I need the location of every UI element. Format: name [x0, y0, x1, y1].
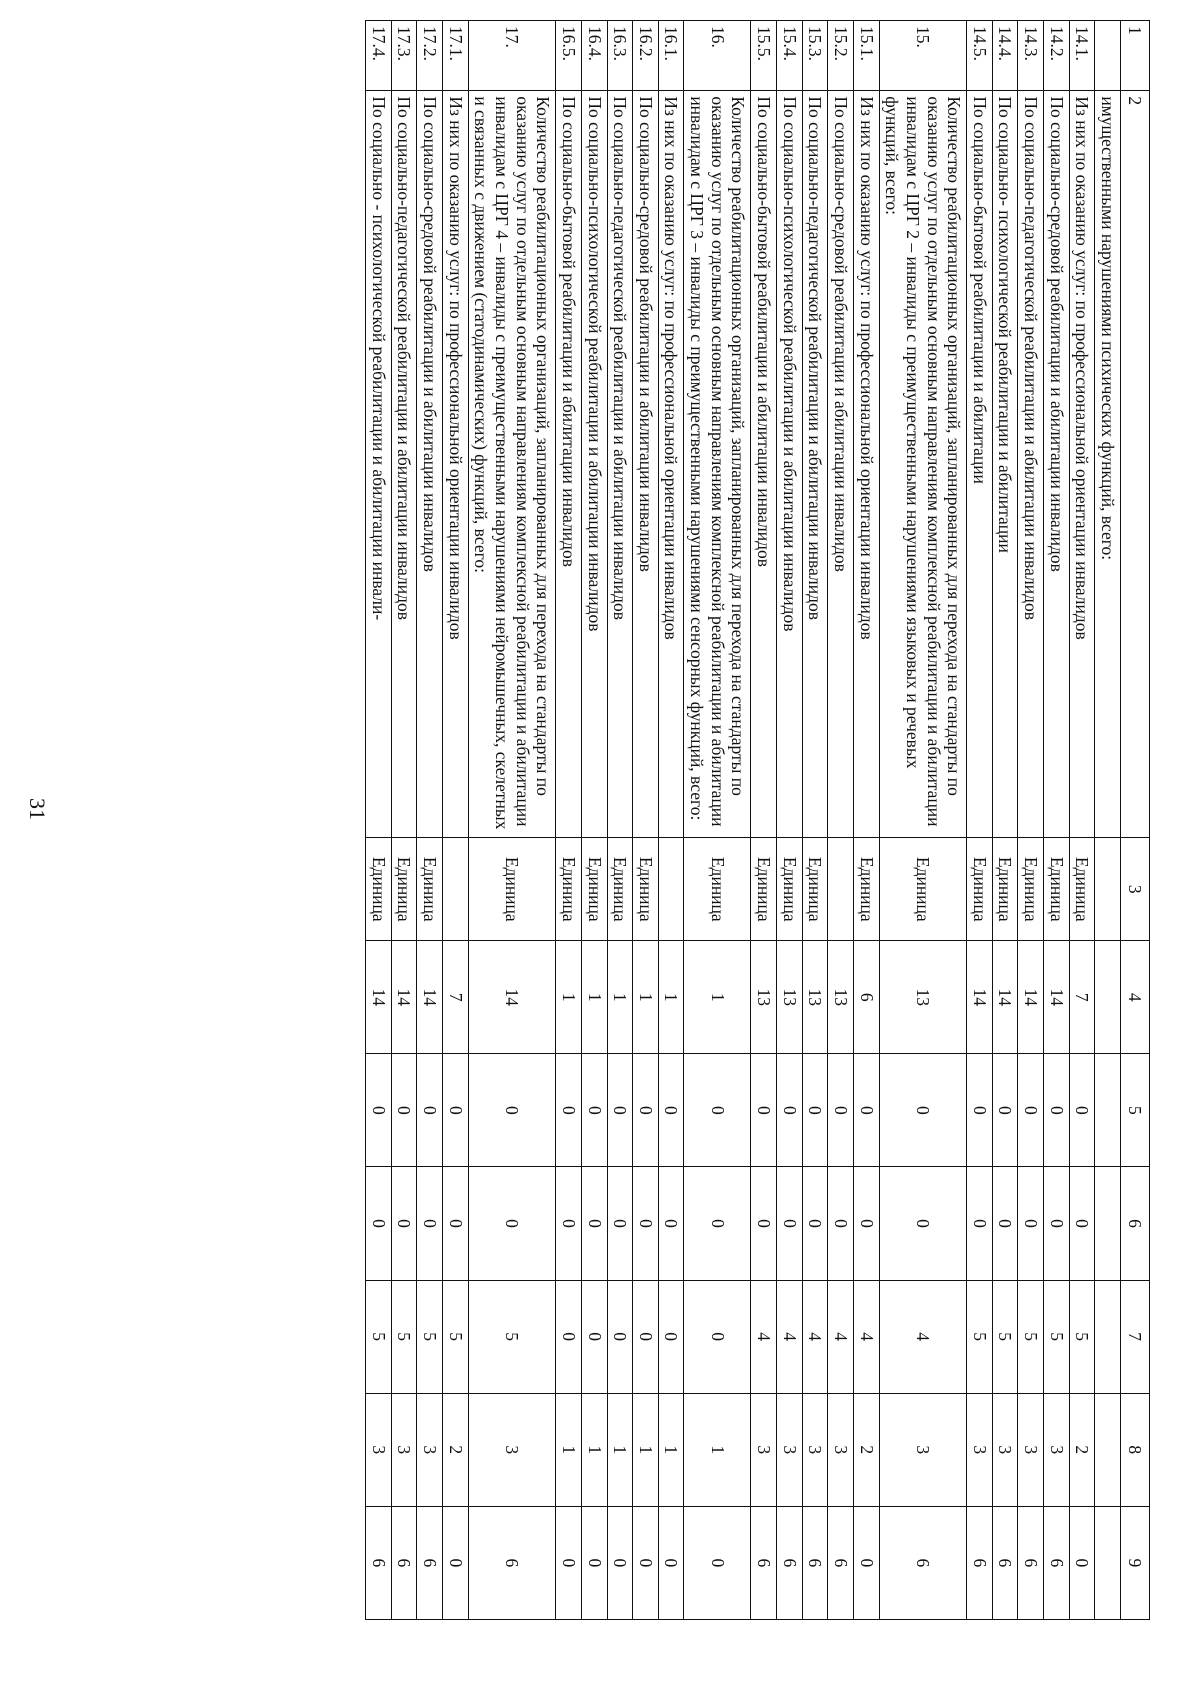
value-col-9: 6 [417, 1506, 443, 1619]
row-description: Количество реабилитационных организаций, запланированных для перехода на стандарты по оказанию услуг по отдельным основным направлениям комплексной реабилитации и абилитации инвалидам с ЦРГ 2 – инвалиды с преимущественными нарушениями языковых и речевых функций, всего: [879, 91, 967, 838]
table-row [802, 21, 828, 1620]
value-col-8: 3 [1018, 1393, 1044, 1506]
value-col-8: 2 [1069, 1393, 1095, 1506]
value-col-9: 6 [1044, 1506, 1070, 1619]
row-description: По социально-бытовой реабилитации и абилитации инвалидов [751, 91, 777, 838]
column-header-8: 8 [1121, 1393, 1150, 1506]
value-col-9: 6 [468, 1506, 556, 1619]
row-number: 16. [684, 21, 751, 91]
row-number: 14.5. [967, 21, 993, 91]
value-col-4: 1 [633, 941, 659, 1054]
value-col-6: 0 [633, 1167, 659, 1280]
value-col-6: 0 [992, 1167, 1018, 1280]
row-number: 14.2. [1044, 21, 1070, 91]
table-row [556, 21, 582, 1620]
table-row [1095, 21, 1121, 1620]
value-col-5: 0 [366, 1054, 392, 1167]
value-col-5: 0 [853, 1054, 879, 1167]
value-col-8: 1 [556, 1393, 582, 1506]
value-col-4: 14 [1044, 941, 1070, 1054]
table-row [777, 21, 803, 1620]
value-col-7: 4 [751, 1280, 777, 1393]
data-table [365, 20, 1150, 1620]
row-description: По социально-педагогической реабилитации и абилитации инвалидов [802, 91, 828, 838]
column-header-4: 4 [1121, 941, 1150, 1054]
value-col-6: 0 [1018, 1167, 1044, 1280]
row-number: 16.1. [658, 21, 684, 91]
column-header-5: 5 [1121, 1054, 1150, 1167]
value-col-7: 5 [391, 1280, 417, 1393]
row-unit: Единица [581, 838, 607, 941]
row-unit [443, 838, 469, 941]
value-col-7: 5 [366, 1280, 392, 1393]
value-col-6: 0 [607, 1167, 633, 1280]
row-unit: Единица [853, 838, 879, 941]
value-col-7: 0 [684, 1280, 751, 1393]
value-col-9: 6 [879, 1506, 967, 1619]
value-col-9: 0 [581, 1506, 607, 1619]
value-col-6: 0 [853, 1167, 879, 1280]
value-col-8: 3 [366, 1393, 392, 1506]
row-number: 16.4. [581, 21, 607, 91]
table-row [581, 21, 607, 1620]
row-unit [828, 838, 854, 941]
value-col-9: 6 [777, 1506, 803, 1619]
value-col-6: 0 [366, 1167, 392, 1280]
value-col-5 [1095, 1054, 1121, 1167]
row-number: 16.3. [607, 21, 633, 91]
value-col-8: 3 [879, 1393, 967, 1506]
value-col-6: 0 [468, 1167, 556, 1280]
value-col-8: 1 [633, 1393, 659, 1506]
value-col-8 [1095, 1393, 1121, 1506]
table-body [366, 21, 1121, 1620]
value-col-9: 0 [684, 1506, 751, 1619]
value-col-8: 3 [777, 1393, 803, 1506]
value-col-7: 5 [417, 1280, 443, 1393]
value-col-9: 6 [802, 1506, 828, 1619]
value-col-8: 3 [967, 1393, 993, 1506]
value-col-4: 14 [468, 941, 556, 1054]
row-unit: Единица [366, 838, 392, 941]
value-col-7: 5 [1044, 1280, 1070, 1393]
row-unit: Единица [417, 838, 443, 941]
value-col-5: 0 [556, 1054, 582, 1167]
row-number: 17.2. [417, 21, 443, 91]
row-number: 14.4. [992, 21, 1018, 91]
row-description: По социально-средовой реабилитации и абилитации инвалидов [828, 91, 854, 838]
value-col-9: 6 [1018, 1506, 1044, 1619]
table-row [658, 21, 684, 1620]
value-col-4: 13 [828, 941, 854, 1054]
value-col-7: 0 [633, 1280, 659, 1393]
value-col-5: 0 [581, 1054, 607, 1167]
value-col-9 [1095, 1506, 1121, 1619]
row-number: 16.5. [556, 21, 582, 91]
value-col-9: 6 [751, 1506, 777, 1619]
value-col-8: 3 [468, 1393, 556, 1506]
value-col-4: 7 [1069, 941, 1095, 1054]
value-col-9: 0 [443, 1506, 469, 1619]
row-description: Из них по оказанию услуг: по профессиональной ориентации инвалидов [658, 91, 684, 838]
row-number: 15.1. [853, 21, 879, 91]
value-col-6: 0 [658, 1167, 684, 1280]
value-col-5: 0 [879, 1054, 967, 1167]
row-number: 17.3. [391, 21, 417, 91]
column-header-6: 6 [1121, 1167, 1150, 1280]
column-header-3: 3 [1121, 838, 1150, 941]
table-row [828, 21, 854, 1620]
value-col-5: 0 [417, 1054, 443, 1167]
row-unit: Единица [879, 838, 967, 941]
value-col-8: 3 [1044, 1393, 1070, 1506]
value-col-9: 6 [366, 1506, 392, 1619]
table-row [366, 21, 392, 1620]
value-col-5: 0 [992, 1054, 1018, 1167]
row-number: 17. [468, 21, 556, 91]
row-description: По социально-педагогической реабилитации и абилитации инвалидов [391, 91, 417, 838]
row-number: 15.3. [802, 21, 828, 91]
column-header-1: 1 [1121, 21, 1150, 91]
table-row [992, 21, 1018, 1620]
row-number: 14.3. [1018, 21, 1044, 91]
value-col-9: 0 [607, 1506, 633, 1619]
row-description: По социально-бытовой реабилитации и абилитации инвалидов [556, 91, 582, 838]
row-description: По социально-психологической реабилитации и абилитации инвалидов [777, 91, 803, 838]
value-col-5: 0 [777, 1054, 803, 1167]
value-col-7: 0 [581, 1280, 607, 1393]
row-description: Количество реабилитационных организаций, запланированных для перехода на стандарты по оказанию услуг по отдельным основным направлениям комплексной реабилитации и абилитации инвалидам с ЦРГ 3 – инвалиды с преимущественными нарушениями сенсорных функций, всего: [684, 91, 751, 838]
value-col-4: 7 [443, 941, 469, 1054]
value-col-6: 0 [417, 1167, 443, 1280]
value-col-7: 0 [658, 1280, 684, 1393]
row-number: 14.1. [1069, 21, 1095, 91]
value-col-5: 0 [443, 1054, 469, 1167]
table-row [853, 21, 879, 1620]
value-col-7: 0 [607, 1280, 633, 1393]
value-col-4: 13 [751, 941, 777, 1054]
row-unit: Единица [1018, 838, 1044, 941]
row-unit: Единица [684, 838, 751, 941]
value-col-8: 1 [684, 1393, 751, 1506]
row-unit: Единица [391, 838, 417, 941]
value-col-9: 0 [853, 1506, 879, 1619]
rotated-page-content [170, 20, 1150, 1620]
value-col-6: 0 [828, 1167, 854, 1280]
table-row [1044, 21, 1070, 1620]
value-col-5: 0 [1044, 1054, 1070, 1167]
row-unit: Единица [777, 838, 803, 941]
value-col-6 [1095, 1167, 1121, 1280]
value-col-7: 5 [1018, 1280, 1044, 1393]
value-col-7: 4 [802, 1280, 828, 1393]
value-col-4: 14 [967, 941, 993, 1054]
value-col-9: 0 [556, 1506, 582, 1619]
value-col-5: 0 [751, 1054, 777, 1167]
row-description: По социально- психологической реабилитации и абилитации [992, 91, 1018, 838]
row-unit: Единица [751, 838, 777, 941]
row-number: 16.2. [633, 21, 659, 91]
value-col-6: 0 [684, 1167, 751, 1280]
value-col-4: 1 [658, 941, 684, 1054]
value-col-9: 0 [633, 1506, 659, 1619]
row-description: Из них по оказанию услуг: по профессиональной ориентации инвалидов [853, 91, 879, 838]
table-row [684, 21, 751, 1620]
row-description: По социально-средовой реабилитации и абилитации инвалидов [417, 91, 443, 838]
value-col-9: 6 [828, 1506, 854, 1619]
value-col-4: 14 [366, 941, 392, 1054]
value-col-6: 0 [802, 1167, 828, 1280]
value-col-4: 1 [607, 941, 633, 1054]
value-col-5: 0 [391, 1054, 417, 1167]
row-description: По социально-психологической реабилитации и абилитации инвалидов [581, 91, 607, 838]
value-col-7: 4 [853, 1280, 879, 1393]
value-col-5: 0 [658, 1054, 684, 1167]
value-col-8: 3 [751, 1393, 777, 1506]
value-col-5: 0 [607, 1054, 633, 1167]
row-description: По социально-бытовой реабилитации и абилитации [967, 91, 993, 838]
table-row [417, 21, 443, 1620]
row-number: 17.1. [443, 21, 469, 91]
value-col-8: 3 [391, 1393, 417, 1506]
row-unit [658, 838, 684, 941]
value-col-4: 1 [684, 941, 751, 1054]
value-col-7: 4 [828, 1280, 854, 1393]
value-col-6: 0 [556, 1167, 582, 1280]
row-number: 15.4. [777, 21, 803, 91]
row-description: имущественными нарушениями психических функций, всего: [1095, 91, 1121, 838]
value-col-5: 0 [828, 1054, 854, 1167]
value-col-8: 3 [417, 1393, 443, 1506]
value-col-6: 0 [391, 1167, 417, 1280]
value-col-6: 0 [443, 1167, 469, 1280]
row-description: По социально-педагогической реабилитации и абилитации инвалидов [607, 91, 633, 838]
value-col-7: 4 [777, 1280, 803, 1393]
value-col-5: 0 [802, 1054, 828, 1167]
value-col-6: 0 [879, 1167, 967, 1280]
value-col-9: 0 [1069, 1506, 1095, 1619]
value-col-8: 2 [443, 1393, 469, 1506]
value-col-5: 0 [967, 1054, 993, 1167]
value-col-7: 0 [556, 1280, 582, 1393]
value-col-8: 1 [581, 1393, 607, 1506]
value-col-9: 6 [992, 1506, 1018, 1619]
table-row [1018, 21, 1044, 1620]
value-col-4: 14 [1018, 941, 1044, 1054]
row-unit: Единица [556, 838, 582, 941]
row-number: 15. [879, 21, 967, 91]
value-col-6: 0 [967, 1167, 993, 1280]
value-col-8: 3 [992, 1393, 1018, 1506]
value-col-4: 13 [777, 941, 803, 1054]
value-col-8: 3 [828, 1393, 854, 1506]
row-number: 17.4. [366, 21, 392, 91]
value-col-5: 0 [684, 1054, 751, 1167]
value-col-7: 5 [468, 1280, 556, 1393]
table-row [468, 21, 556, 1620]
table-row [1069, 21, 1095, 1620]
table-row [391, 21, 417, 1620]
value-col-4: 13 [802, 941, 828, 1054]
value-col-9: 6 [967, 1506, 993, 1619]
table-row [879, 21, 967, 1620]
value-col-9: 6 [391, 1506, 417, 1619]
row-description: Количество реабилитационных организаций, запланированных для перехода на стандарты по оказанию услуг по отдельным основным направлениям комплексной реабилитации и абилитации инвалидам с ЦРГ 4 – инвалиды с преимущественными нарушениями нейромышечных, скелетных и связанных с движением (статодинамических) функций, всего: [468, 91, 556, 838]
value-col-7: 5 [992, 1280, 1018, 1393]
column-header-2: 2 [1121, 91, 1150, 838]
row-unit: Единица [992, 838, 1018, 941]
column-header-7: 7 [1121, 1280, 1150, 1393]
value-col-5: 0 [1069, 1054, 1095, 1167]
row-unit: Единица [967, 838, 993, 941]
row-unit: Единица [1069, 838, 1095, 941]
row-number: 15.5. [751, 21, 777, 91]
row-description: По социально-средовой реабилитации и абилитации инвалидов [633, 91, 659, 838]
row-number [1095, 21, 1121, 91]
value-col-5: 0 [468, 1054, 556, 1167]
value-col-9: 0 [658, 1506, 684, 1619]
value-col-7 [1095, 1280, 1121, 1393]
row-unit: Единица [607, 838, 633, 941]
row-unit: Единица [1044, 838, 1070, 941]
value-col-7: 5 [443, 1280, 469, 1393]
value-col-6: 0 [1069, 1167, 1095, 1280]
row-description: Из них по оказанию услуг: по профессиональной ориентации инвалидов [1069, 91, 1095, 838]
value-col-4: 6 [853, 941, 879, 1054]
value-col-8: 3 [802, 1393, 828, 1506]
row-description: По социально-средовой реабилитации и абилитации инвалидов [1044, 91, 1070, 838]
table-row [443, 21, 469, 1620]
value-col-4: 14 [417, 941, 443, 1054]
value-col-4 [1095, 941, 1121, 1054]
value-col-4: 14 [992, 941, 1018, 1054]
value-col-4: 1 [581, 941, 607, 1054]
row-unit [1095, 838, 1121, 941]
value-col-6: 0 [777, 1167, 803, 1280]
value-col-5: 0 [1018, 1054, 1044, 1167]
table-row [607, 21, 633, 1620]
value-col-7: 5 [1069, 1280, 1095, 1393]
column-header-9: 9 [1121, 1506, 1150, 1619]
value-col-6: 0 [1044, 1167, 1070, 1280]
value-col-8: 2 [853, 1393, 879, 1506]
value-col-4: 1 [556, 941, 582, 1054]
value-col-7: 5 [967, 1280, 993, 1393]
value-col-6: 0 [751, 1167, 777, 1280]
value-col-5: 0 [633, 1054, 659, 1167]
value-col-4: 13 [879, 941, 967, 1054]
header-row [1121, 21, 1150, 1620]
table-row [967, 21, 993, 1620]
row-unit: Единица [468, 838, 556, 941]
value-col-6: 0 [581, 1167, 607, 1280]
row-description: По социально - психологической реабилитации и абилитации инвали- [366, 91, 392, 838]
value-col-4: 14 [391, 941, 417, 1054]
row-number: 15.2. [828, 21, 854, 91]
page-number: 31 [25, 798, 50, 820]
value-col-7: 4 [879, 1280, 967, 1393]
value-col-8: 1 [658, 1393, 684, 1506]
table-row [751, 21, 777, 1620]
row-unit: Единица [802, 838, 828, 941]
row-unit: Единица [633, 838, 659, 941]
row-description: По социально-педагогической реабилитации и абилитации инвалидов [1018, 91, 1044, 838]
value-col-8: 1 [607, 1393, 633, 1506]
table-row [633, 21, 659, 1620]
row-description: Из них по оказанию услуг: по профессиональной ориентации инвалидов [443, 91, 469, 838]
